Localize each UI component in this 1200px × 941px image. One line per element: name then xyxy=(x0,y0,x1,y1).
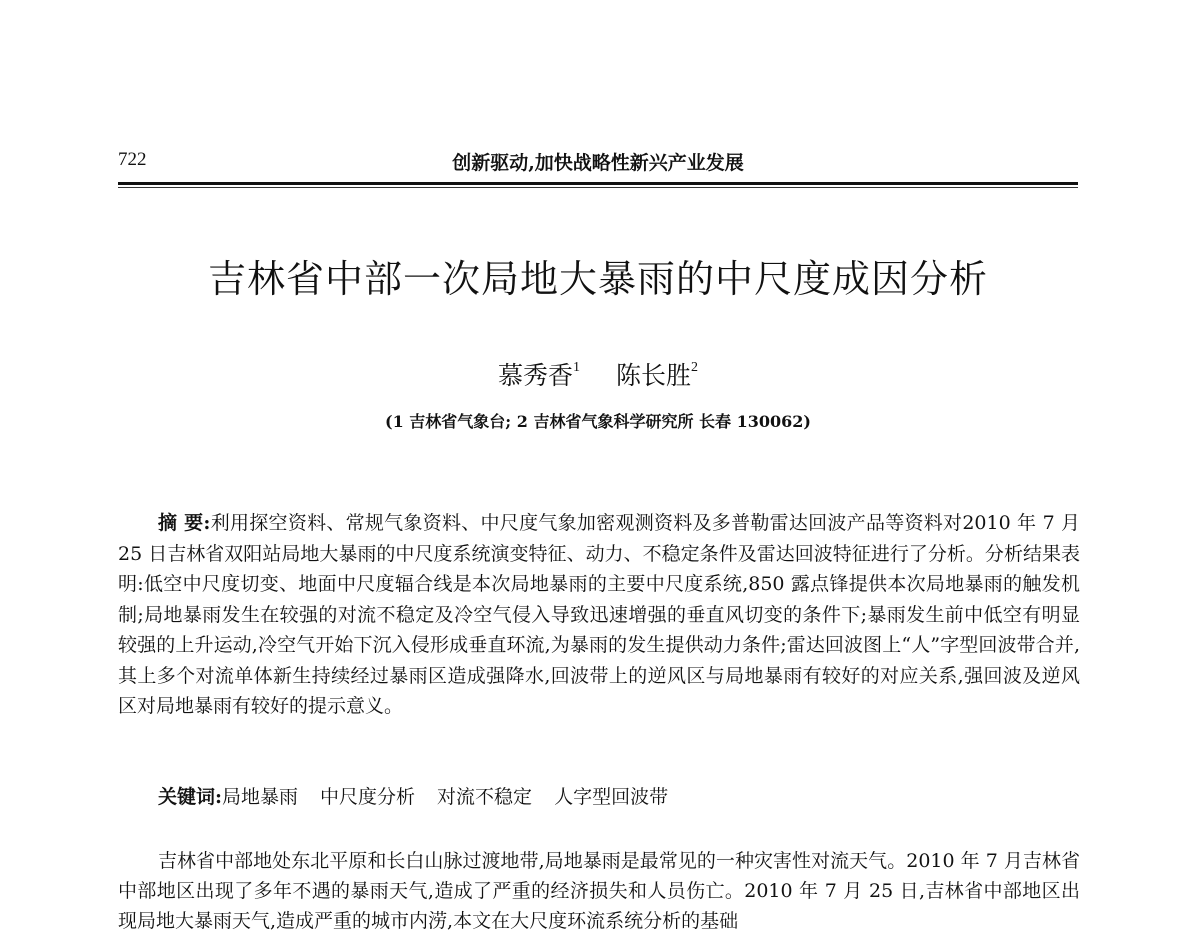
keyword: 中尺度分析 xyxy=(320,786,416,808)
author-affiliation-mark: 1 xyxy=(573,359,580,375)
affiliation: (1 吉林省气象台; 2 吉林省气象科学研究所 长春 130062) xyxy=(385,412,811,431)
author-name: 陈长胜 xyxy=(616,361,692,390)
abstract-text: 利用探空资料、常规气象资料、中尺度气象加密观测资料及多普勒雷达回波产品等资料对2010 年 7 月 25 日吉林省双阳站局地大暴雨的中尺度系统演变特征、动力、不稳定条件及雷达回波特征进行了分析。分析结果表明:低空中尺度切变、地面中尺度辐合线是本次局地暴雨的主要中尺度系统,850 露点锋提供本次局地暴雨的触发机制;局地暴雨发生在较强的对流不稳定及冷空气侵入导致迅速增强的垂直风切变的条件下;暴雨发生前中低空有明显较强的上升运动,冷空气开始下沉入侵形成垂直环流,为暴雨的发生提供动力条件;雷达回波图上“人”字型回波带合并,其上多个对流单体新生持续经过暴雨区造成强降水,回波带上的逆风区与局地暴雨有较好的对应关系,强回波及逆风区对局地暴雨有较好的提示意义。 xyxy=(118,512,1080,717)
keyword: 局地暴雨 xyxy=(222,786,299,808)
author-affiliation-mark: 2 xyxy=(691,359,699,375)
header-rule-thick xyxy=(118,182,1078,185)
abstract xyxy=(118,508,1080,722)
abstract-label: 摘 要: xyxy=(158,512,211,534)
introduction-paragraph: 吉林省中部地处东北平原和长白山脉过渡地带,局地暴雨是最常见的一种灾害性对流天气。2010 年 7 月吉林省中部地区出现了多年不遇的暴雨天气,造成了严重的经济损失和人员伤亡。2010 年 7 月 25 日,吉林省中部地区出现局地大暴雨天气,造成严重的城市内涝,本文在大尺度环流系统分析的基础 xyxy=(118,850,1080,932)
page-number: 722 xyxy=(118,149,147,170)
keywords-label: 关键词: xyxy=(158,786,223,808)
keyword: 人字型回波带 xyxy=(554,786,669,808)
keyword: 对流不稳定 xyxy=(437,786,533,808)
journal-title: 创新驱动,加快战略性新兴产业发展 xyxy=(452,152,744,174)
paper-title: 吉林省中部一次局地大暴雨的中尺度成因分析 xyxy=(207,257,988,301)
keywords xyxy=(158,782,690,809)
running-header xyxy=(118,146,1078,176)
author-line xyxy=(118,356,1078,392)
header-rule-thin xyxy=(118,187,1078,188)
author-name: 慕秀香 xyxy=(497,361,573,390)
